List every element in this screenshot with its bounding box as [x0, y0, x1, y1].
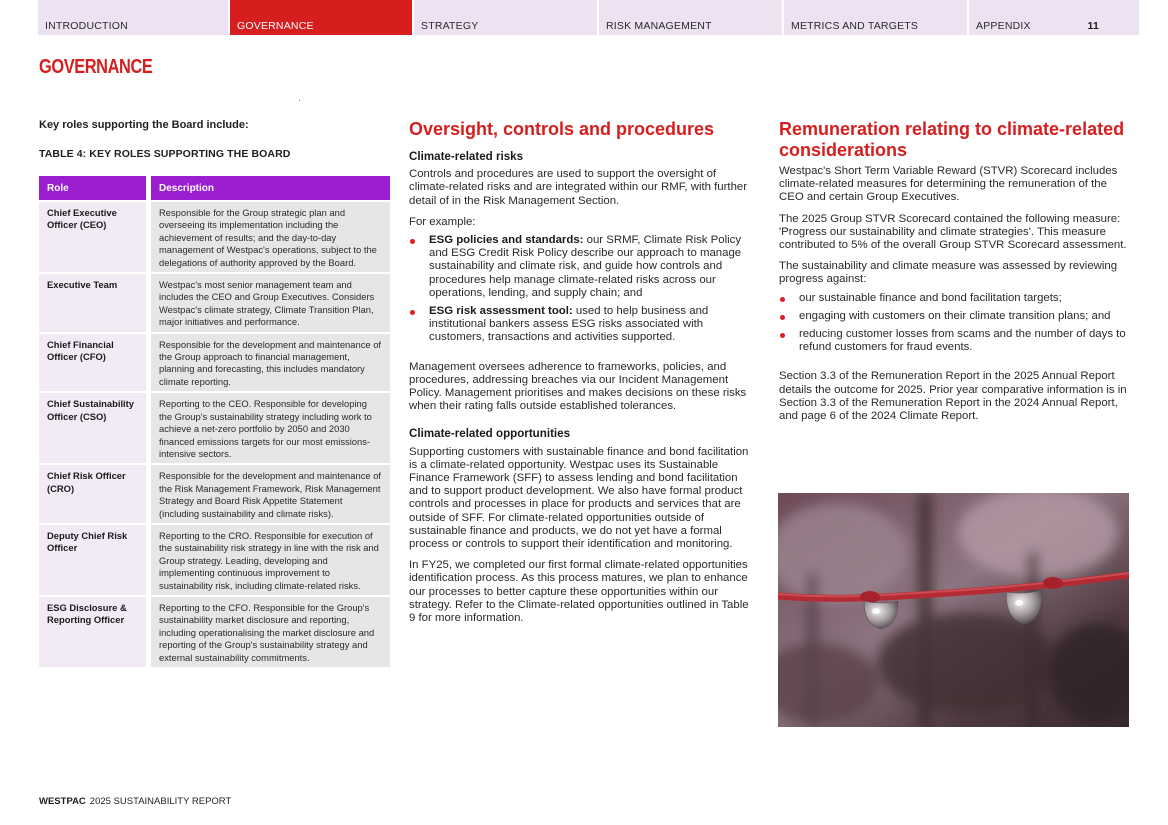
table-row [39, 465, 390, 523]
page-title: GOVERNANCE [39, 56, 153, 78]
list-item-text: used to help business and institutional bankers assess ESG risks associated with customers, transactions and activities supported. [429, 305, 709, 344]
list-item: engaging with customers on their climate transition plans; and [779, 310, 1131, 323]
role-cell: Deputy Chief Risk Officer [39, 525, 146, 595]
roles-table [39, 174, 390, 669]
tab-metrics-and-targets[interactable]: METRICS AND TARGETS [784, 0, 967, 35]
table-row [39, 597, 390, 667]
tab-appendix[interactable] [969, 0, 1139, 35]
risks-subheading: Climate-related risks [409, 150, 524, 163]
role-cell: Chief Risk Officer (CRO) [39, 465, 146, 523]
description-cell: Responsible for the development and maintenance of the Group approach to financial management, planning and forecasting, this includes mandatory climate reporting. [146, 334, 390, 392]
list-item: reducing customer losses from scams and the number of days to refund customers for fraud events. [779, 328, 1131, 354]
list-item-bold: ESG risk assessment tool: [429, 305, 573, 318]
header-role: Role [39, 176, 146, 200]
page-number: 11 [1087, 20, 1099, 32]
footer-brand: WESTPAC [39, 796, 86, 807]
table-row [39, 525, 390, 595]
table-caption: TABLE 4: KEY ROLES SUPPORTING THE BOARD [39, 148, 291, 160]
description-cell: Westpac's most senior management team and includes the CEO and Group Executives. Considers Westpac's climate strategy, Climate Transition Plan, major initiatives and performance. [146, 274, 390, 332]
tab-risk-management[interactable]: RISK MANAGEMENT [599, 0, 782, 35]
droplet-branch-photo [778, 493, 1129, 727]
list-item [409, 234, 755, 300]
tab-governance[interactable]: GOVERNANCE [230, 0, 412, 35]
role-cell: Chief Executive Officer (CEO) [39, 202, 146, 272]
role-cell: Chief Sustainability Officer (CSO) [39, 393, 146, 463]
risks-paragraph: Controls and procedures are used to support the oversight of climate-related risks and are integrated within our RMF, with further detail of in the Risk Management Section. [409, 168, 748, 207]
top-navigation [38, 0, 1168, 35]
footer [39, 796, 231, 807]
footer-report-name: 2025 SUSTAINABILITY REPORT [89, 796, 232, 807]
management-paragraph: Management oversees adherence to frameworks, policies, and procedures, addressing breaches via our Incident Management Policy. Management prioritises and makes decisions on these risks when their rating falls outside established tolerances. [409, 360, 747, 413]
table-header-row [39, 176, 390, 200]
tab-strategy[interactable]: STRATEGY [414, 0, 597, 35]
table-row [39, 274, 390, 332]
remuneration-heading: Remuneration relating to climate-related considerations [779, 119, 1125, 160]
description-cell: Reporting to the CEO. Responsible for developing the Group's sustainability strategy including work to achieve a net-zero portfolio by 2050 and 2030 financed emissions targets for our most emissions-intensive sectors. [146, 393, 390, 463]
opportunities-paragraph-1: Supporting customers with sustainable finance and bond facilitation is a climate-related opportunity. Westpac uses its Sustainable Finance Framework (SFF) to assess lending and bond facilitation and to support product development. We also have formal product controls and processes in place for products and services that are outside of SFF. For climate-related opportunities outside of sustainable finance and products, we do not yet have a formal process or controls to support their identification and monitoring. [409, 445, 749, 551]
remuneration-paragraph-3: The sustainability and climate measure was assessed by reviewing progress against: [779, 260, 1118, 286]
opportunities-subheading: Climate-related opportunities [409, 427, 571, 441]
table-row [39, 202, 390, 272]
remuneration-paragraph-1: Westpac's Short Term Variable Reward (STVR) Scorecard includes climate-related measures for determining the remuneration of the CEO and certain Group Executives. [779, 165, 1118, 204]
remuneration-column [779, 119, 1131, 431]
remuneration-paragraph-2: The 2025 Group STVR Scorecard contained the following measure: 'Progress our sustainability and climate strategies'. This measure contributed to 5% of the overall Group STVR Scorecard assessment. [779, 212, 1127, 252]
description-cell: Reporting to the CFO. Responsible for the Group's sustainability market disclosure and reporting, including operationalising the market disclosure and reporting of the Group's sustainability strategy and external sustainability commitments. [146, 597, 390, 667]
list-item-text: our SRMF, Climate Risk Policy and ESG Credit Risk Policy describe our approach to manage sustainability and climate risk, and guide how controls and procedures help manage climate-related risks across our operations, lending, and supply chain; and [429, 234, 742, 299]
role-cell: ESG Disclosure & Reporting Officer [39, 597, 146, 667]
oversight-column [409, 119, 755, 633]
tab-appendix-label: APPENDIX [976, 20, 1031, 32]
role-cell: Executive Team [39, 274, 146, 332]
description-cell: Reporting to the CRO. Responsible for execution of the sustainability risk strategy in line with the risk and Group strategy. Leading, developing and implementing continuous improvement to sustainability risk, including climate-related risks. [146, 525, 390, 595]
list-item-bold: ESG policies and standards: [429, 234, 584, 247]
opportunities-paragraph-2: In FY25, we completed our first formal climate-related opportunities identification process. As this process matures, we plan to enhance our processes to better capture these opportunities within our strategy. Refer to the Climate-related opportunities outlined in Table 9 for more information. [409, 559, 749, 625]
remuneration-paragraph-4: Section 3.3 of the Remuneration Report in the 2025 Annual Report details the outcome for 2025. Prior year comparative information is in Section 3.3 of the Remuneration Report in the 2024 Annual Report, and page 6 of the 2024 Climate Report. [779, 370, 1127, 423]
description-cell: Responsible for the Group strategic plan and overseeing its implementation including the achievement of results; and the day-to-day management of Westpac's operations, subject to the delegations of authority approved by the Board. [146, 202, 390, 272]
key-roles-intro: Key roles supporting the Board include: [39, 119, 249, 131]
tab-introduction[interactable]: INTRODUCTION [38, 0, 228, 35]
description-cell: Responsible for the development and maintenance of the Risk Management Framework, Risk Management Strategy and Board Risk Appetite Statement (including sustainability and climate risks). [146, 465, 390, 523]
table-row [39, 334, 390, 392]
table-row [39, 393, 390, 463]
progress-list [779, 292, 1131, 355]
role-cell: Chief Financial Officer (CFO) [39, 334, 146, 392]
list-item [409, 305, 755, 345]
list-item: our sustainable finance and bond facilitation targets; [779, 292, 1131, 305]
header-description: Description [146, 176, 390, 200]
for-example-text: For example: [409, 215, 476, 228]
oversight-heading: Oversight, controls and procedures [409, 119, 715, 139]
stray-dot [299, 100, 300, 101]
controls-list [409, 234, 755, 345]
